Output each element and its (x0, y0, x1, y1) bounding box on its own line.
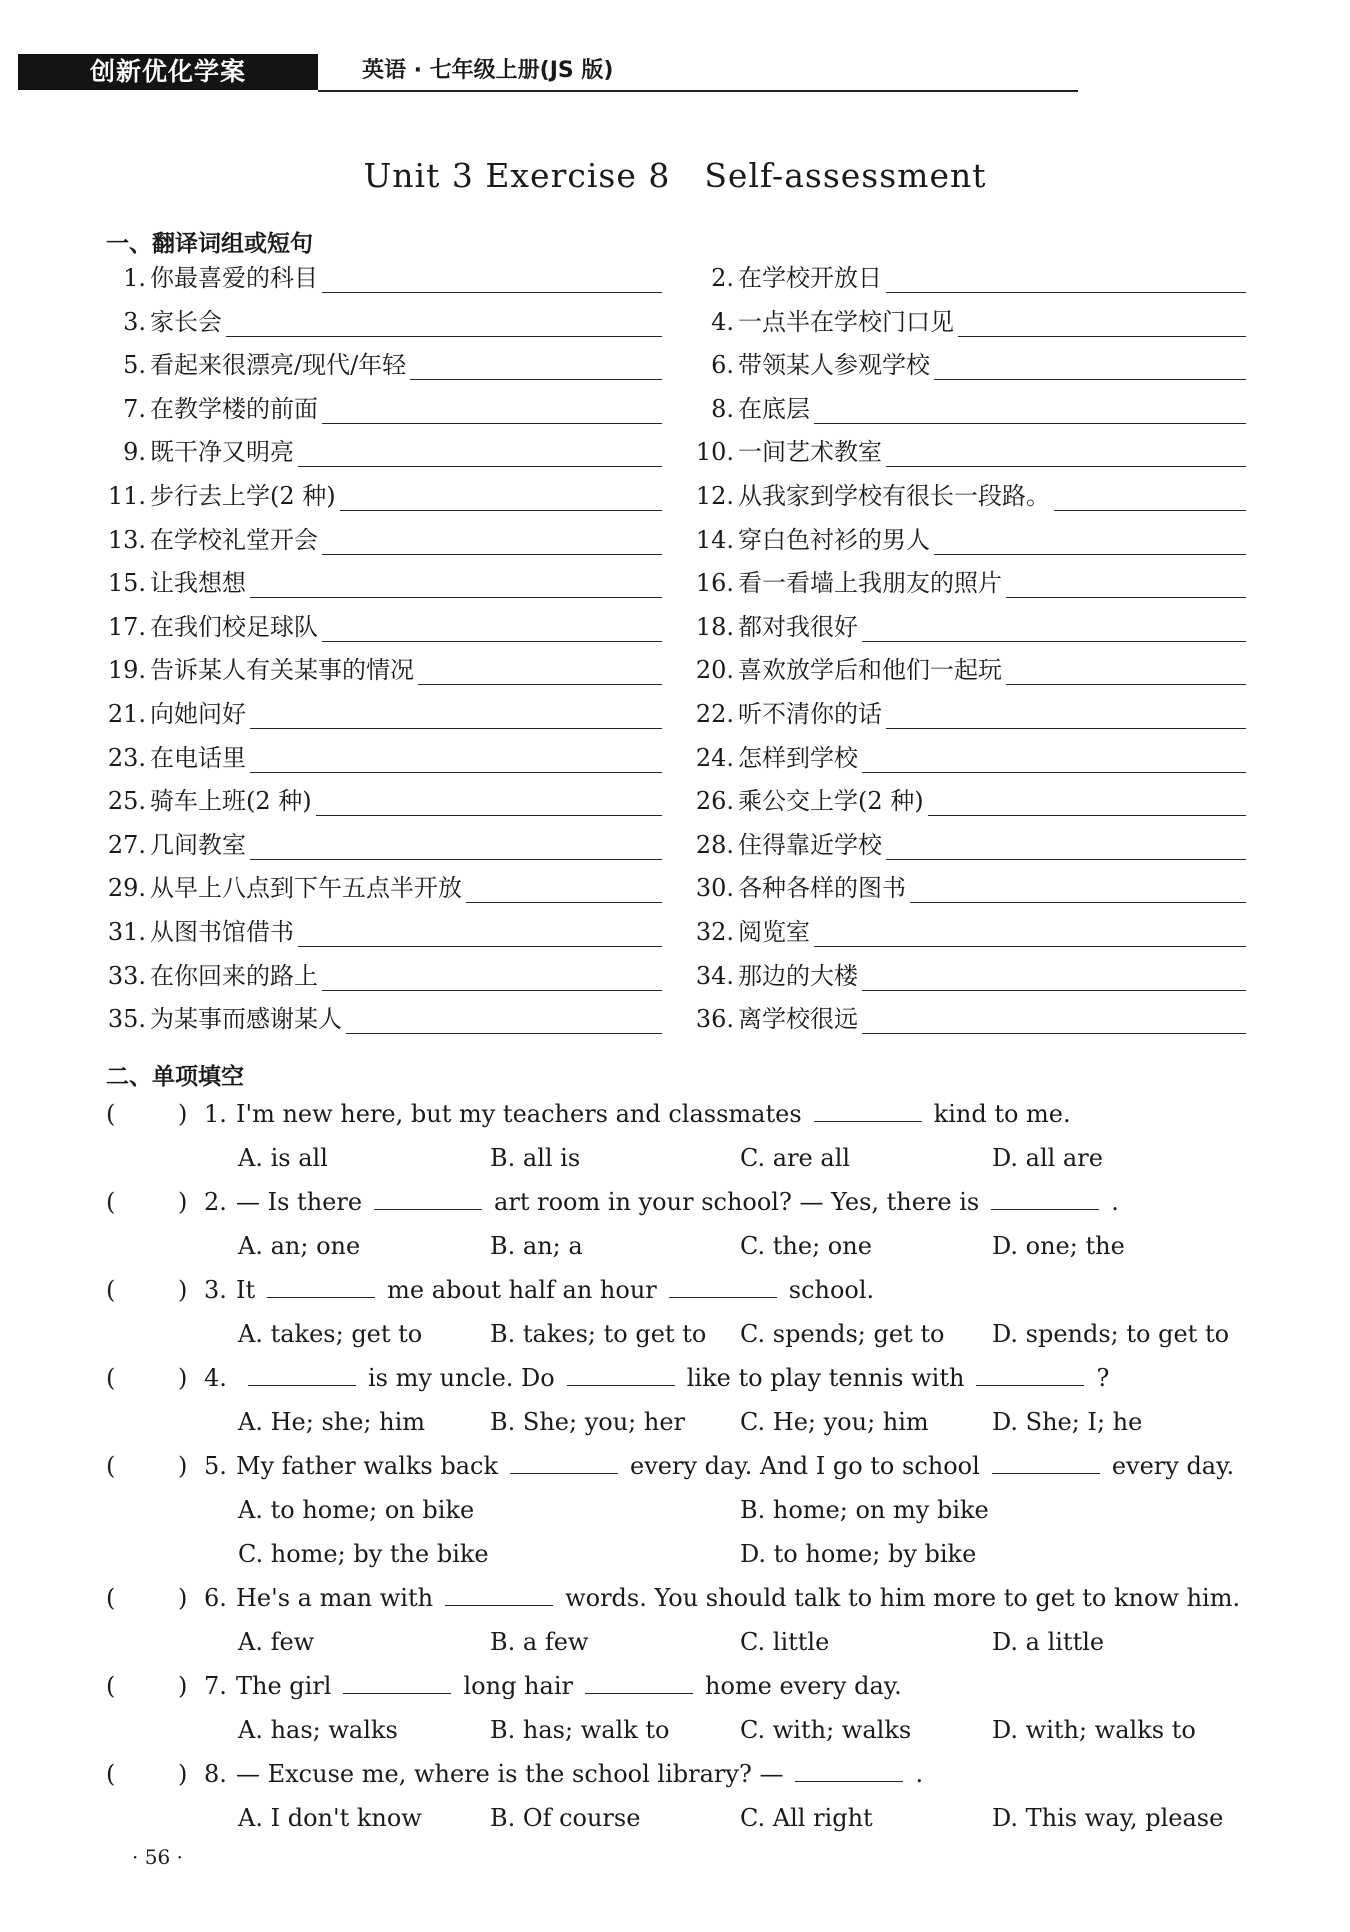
item-prompt: 向她问好 (150, 700, 246, 728)
stem-text: . (915, 1760, 924, 1788)
item-number: 32. (695, 918, 734, 946)
item-number: 3. (123, 307, 146, 336)
item-prompt: 几间教室 (150, 830, 246, 859)
stem-text: I'm new here, but my teachers and classmates (236, 1100, 802, 1128)
item-number: 8. (711, 394, 734, 423)
item-prompt: 带领某人参观学校 (738, 351, 930, 380)
translation-item (106, 307, 662, 337)
answer-blank[interactable] (958, 312, 1246, 337)
answer-blank[interactable] (466, 878, 662, 903)
answer-paren-close: ) (178, 1100, 188, 1128)
item-number: 21. (107, 700, 146, 728)
answer-paren-close: ) (178, 1760, 188, 1788)
fill-blank[interactable] (991, 1187, 1099, 1210)
item-prompt: 阅览室 (738, 918, 810, 946)
item-number: 22. (695, 700, 734, 728)
item-prompt: 乘公交上学(2 种) (738, 787, 924, 816)
answer-paren-open[interactable]: ( (106, 1100, 116, 1128)
item-number: 30. (695, 874, 734, 903)
question-row (106, 1670, 1256, 1702)
item-prompt: 穿白色衬衫的男人 (738, 525, 930, 554)
option-row (0, 1406, 1150, 1438)
question-row (106, 1274, 1256, 1306)
answer-option[interactable]: D. one; the (992, 1232, 1125, 1260)
item-number: 24. (695, 743, 734, 772)
answer-blank[interactable] (322, 399, 662, 424)
item-prompt: 从早上八点到下午五点半开放 (150, 874, 462, 903)
answer-blank[interactable] (250, 704, 662, 729)
stem-text: long hair (463, 1672, 573, 1700)
item-prompt: 步行去上学(2 种) (150, 482, 336, 510)
item-prompt: 从我家到学校有很长一段路。 (738, 482, 1050, 510)
item-prompt: 在学校开放日 (738, 264, 882, 292)
stem-text: every day. (1111, 1452, 1235, 1480)
stem-text: My father walks back (236, 1452, 499, 1480)
question-number: 1. (204, 1100, 227, 1128)
translation-item (106, 961, 662, 991)
answer-paren-open[interactable]: ( (106, 1760, 116, 1788)
question-row (106, 1186, 1256, 1218)
stem-text: The girl (236, 1672, 332, 1700)
translation-item (690, 873, 1246, 903)
answer-blank[interactable] (346, 1009, 662, 1034)
translation-item (690, 481, 1246, 511)
translation-item (106, 655, 662, 685)
item-number: 7. (123, 394, 146, 423)
answer-paren-open[interactable]: ( (106, 1188, 116, 1216)
stem-text: — Is there (236, 1188, 363, 1216)
item-number: 6. (711, 351, 734, 380)
item-number: 17. (107, 612, 146, 641)
answer-blank[interactable] (862, 1009, 1246, 1034)
question-row (106, 1362, 1256, 1394)
stem-text: every day. And I go to school (630, 1452, 980, 1480)
answer-option[interactable]: C. spends; get to (740, 1320, 945, 1348)
translation-item (106, 437, 662, 467)
question-number: 2. (204, 1188, 227, 1216)
translation-item (690, 525, 1246, 555)
answer-option[interactable]: A. I don't know (238, 1804, 422, 1832)
translation-item (690, 655, 1246, 685)
fill-blank[interactable] (992, 1451, 1100, 1474)
answer-paren-close: ) (178, 1364, 188, 1392)
item-number: 31. (107, 918, 146, 946)
answer-option[interactable]: C. little (740, 1628, 830, 1656)
answer-blank[interactable] (862, 617, 1246, 642)
option-row (0, 1494, 1150, 1526)
item-number: 29. (107, 874, 146, 903)
stem-text: is my uncle. Do (368, 1364, 555, 1392)
answer-paren-open[interactable]: ( (106, 1672, 116, 1700)
item-number: 2. (711, 264, 734, 292)
fill-blank[interactable] (669, 1275, 777, 1298)
answer-blank[interactable] (250, 748, 662, 773)
answer-paren-close: ) (178, 1188, 188, 1216)
answer-option[interactable]: C. home; by the bike (238, 1540, 489, 1568)
item-prompt: 那边的大楼 (738, 961, 858, 990)
answer-option[interactable]: B. all is (490, 1144, 581, 1172)
section-heading-multiple-choice: 二、单项填空 (106, 1064, 244, 1090)
item-prompt: 怎样到学校 (738, 743, 858, 772)
answer-blank[interactable] (910, 878, 1246, 903)
answer-option[interactable]: A. an; one (238, 1232, 361, 1260)
translation-item (106, 917, 662, 947)
answer-option[interactable]: B. Of course (490, 1804, 641, 1832)
item-number: 19. (107, 656, 146, 685)
translation-item (690, 568, 1246, 598)
item-number: 15. (107, 569, 146, 598)
answer-option[interactable]: A. is all (238, 1144, 328, 1172)
translation-item (106, 350, 662, 380)
item-prompt: 各种各样的图书 (738, 874, 906, 903)
answer-option[interactable]: B. home; on my bike (740, 1496, 989, 1524)
fill-blank[interactable] (585, 1671, 693, 1694)
question-stem (236, 1670, 902, 1702)
translation-item (690, 263, 1246, 293)
section-heading-translation: 一、翻译词组或短句 (106, 231, 313, 257)
answer-option[interactable]: D. She; I; he (992, 1408, 1143, 1436)
translation-item (690, 394, 1246, 424)
item-prompt: 在我们校足球队 (150, 612, 318, 641)
answer-blank[interactable] (886, 704, 1246, 729)
question-number: 7. (204, 1672, 227, 1700)
option-row (0, 1230, 1150, 1262)
item-number: 4. (711, 307, 734, 336)
answer-blank[interactable] (410, 355, 662, 380)
translation-item (690, 612, 1246, 642)
item-number: 14. (695, 525, 734, 554)
answer-blank[interactable] (322, 530, 662, 555)
stem-text: words. You should talk to him more to get to know him. (565, 1584, 1241, 1612)
question-stem (236, 1098, 1071, 1130)
stem-text: school. (788, 1276, 875, 1304)
question-number: 8. (204, 1760, 227, 1788)
translation-item (106, 830, 662, 860)
answer-blank[interactable] (418, 660, 662, 685)
answer-blank[interactable] (1006, 573, 1246, 598)
answer-option[interactable]: D. to home; by bike (740, 1540, 977, 1568)
item-number: 25. (107, 787, 146, 816)
option-row (0, 1318, 1230, 1350)
stem-text: me about half an hour (387, 1276, 657, 1304)
answer-paren-close: ) (178, 1276, 188, 1304)
item-prompt: 在教学楼的前面 (150, 394, 318, 423)
item-number: 18. (695, 612, 734, 641)
translation-item (106, 394, 662, 424)
item-number: 35. (107, 1005, 146, 1034)
book-title: 英语 · 七年级上册(JS 版) (362, 58, 614, 83)
item-prompt: 告诉某人有关某事的情况 (150, 656, 414, 685)
answer-blank[interactable] (886, 442, 1246, 467)
stem-text: kind to me. (933, 1100, 1071, 1128)
answer-blank[interactable] (322, 966, 662, 991)
answer-paren-close: ) (178, 1452, 188, 1480)
item-prompt: 既干净又明亮 (150, 438, 294, 467)
stem-text: It (236, 1276, 256, 1304)
page-number: · 56 · (132, 1845, 183, 1869)
question-row (106, 1758, 1256, 1790)
item-prompt: 看起来很漂亮/现代/年轻 (150, 351, 407, 380)
item-number: 16. (695, 569, 734, 598)
answer-blank[interactable] (250, 573, 662, 598)
translation-item (106, 263, 662, 293)
item-prompt: 让我想想 (150, 569, 246, 598)
item-number: 34. (695, 961, 734, 990)
item-prompt: 你最喜爱的科目 (150, 264, 318, 292)
stem-text: . (1111, 1188, 1119, 1216)
translation-item (106, 743, 662, 773)
item-number: 27. (107, 830, 146, 859)
question-row (106, 1582, 1256, 1614)
fill-blank[interactable] (374, 1187, 482, 1210)
answer-blank[interactable] (862, 966, 1246, 991)
question-stem (236, 1758, 923, 1790)
answer-blank[interactable] (862, 748, 1246, 773)
answer-paren-close: ) (178, 1672, 188, 1700)
item-prompt: 住得靠近学校 (738, 830, 882, 859)
answer-option[interactable]: B. a few (490, 1628, 589, 1656)
answer-blank[interactable] (886, 268, 1246, 293)
answer-paren-open[interactable]: ( (106, 1364, 116, 1392)
item-prompt: 看一看墙上我朋友的照片 (738, 569, 1002, 598)
answer-blank[interactable] (928, 791, 1246, 816)
stem-text: He's a man with (236, 1584, 434, 1612)
question-row (106, 1098, 1256, 1130)
translation-item (690, 307, 1246, 337)
translation-item (106, 786, 662, 816)
question-stem (236, 1274, 874, 1306)
answer-blank[interactable] (250, 835, 662, 860)
item-prompt: 在底层 (738, 394, 810, 423)
answer-option[interactable]: A. to home; on bike (238, 1496, 475, 1524)
item-number: 5. (123, 351, 146, 380)
answer-blank[interactable] (316, 791, 662, 816)
answer-option[interactable]: D. all are (992, 1144, 1103, 1172)
item-prompt: 一点半在学校门口见 (738, 307, 954, 336)
header-divider (318, 90, 1078, 92)
answer-option[interactable]: D. spends; to get to (992, 1320, 1230, 1348)
question-stem (236, 1582, 1240, 1614)
answer-option[interactable]: D. This way, please (992, 1804, 1224, 1832)
answer-option[interactable]: B. She; you; her (490, 1408, 686, 1436)
answer-option[interactable]: D. with; walks to (992, 1716, 1196, 1744)
brand-logo: 创新优化学案 (18, 54, 318, 90)
answer-blank[interactable] (886, 835, 1246, 860)
item-number: 13. (107, 525, 146, 554)
answer-option[interactable]: B. takes; to get to (490, 1320, 707, 1348)
stem-text: like to play tennis with (686, 1364, 965, 1392)
answer-blank[interactable] (814, 399, 1246, 424)
answer-blank[interactable] (298, 922, 662, 947)
exercise-title: Unit 3 Exercise 8 Self-assessment (363, 156, 987, 195)
answer-option[interactable]: A. few (238, 1628, 315, 1656)
item-prompt: 骑车上班(2 种) (150, 787, 312, 816)
translation-item (106, 699, 662, 729)
translation-item (106, 568, 662, 598)
translation-item (690, 1004, 1246, 1034)
item-prompt: 在学校礼堂开会 (150, 525, 318, 554)
item-number: 26. (695, 787, 734, 816)
item-prompt: 听不清你的话 (738, 700, 882, 728)
item-number: 23. (107, 743, 146, 772)
answer-option[interactable]: A. He; she; him (238, 1408, 426, 1436)
stem-text: home every day. (704, 1672, 902, 1700)
question-stem (236, 1362, 1109, 1394)
answer-option[interactable]: C. He; you; him (740, 1408, 929, 1436)
item-prompt: 喜欢放学后和他们一起玩 (738, 656, 1002, 685)
fill-blank[interactable] (814, 1099, 922, 1122)
item-prompt: 从图书馆借书 (150, 918, 294, 946)
question-number: 6. (204, 1584, 227, 1612)
answer-option[interactable]: C. with; walks (740, 1716, 912, 1744)
item-number: 28. (695, 830, 734, 859)
answer-paren-open[interactable]: ( (106, 1452, 116, 1480)
answer-option[interactable]: C. the; one (740, 1232, 872, 1260)
item-number: 1. (123, 264, 146, 292)
item-prompt: 一间艺术教室 (738, 438, 882, 467)
fill-blank[interactable] (445, 1583, 553, 1606)
item-number: 9. (123, 438, 146, 467)
fill-blank[interactable] (567, 1363, 675, 1386)
answer-blank[interactable] (1054, 486, 1246, 511)
question-row (106, 1450, 1256, 1482)
question-number: 3. (204, 1276, 227, 1304)
answer-blank[interactable] (298, 442, 662, 467)
option-row (0, 1626, 1150, 1658)
answer-option[interactable]: B. has; walk to (490, 1716, 670, 1744)
option-row (0, 1802, 1224, 1834)
translation-item (690, 830, 1246, 860)
translation-item (106, 612, 662, 642)
question-stem (236, 1186, 1119, 1218)
translation-item (690, 743, 1246, 773)
option-row (0, 1142, 1150, 1174)
fill-blank[interactable] (267, 1275, 375, 1298)
item-number: 36. (695, 1005, 734, 1034)
translation-item (106, 481, 662, 511)
question-number: 4. (204, 1364, 227, 1392)
page-header (18, 50, 1330, 94)
stem-text: art room in your school? — Yes, there is (494, 1188, 980, 1216)
fill-blank[interactable] (976, 1363, 1084, 1386)
answer-option[interactable]: B. an; a (490, 1232, 583, 1260)
answer-option[interactable]: A. has; walks (238, 1716, 398, 1744)
item-prompt: 家长会 (150, 307, 222, 336)
answer-paren-open[interactable]: ( (106, 1584, 116, 1612)
answer-blank[interactable] (322, 617, 662, 642)
fill-blank[interactable] (795, 1759, 903, 1782)
translation-item (106, 873, 662, 903)
fill-blank[interactable] (343, 1671, 451, 1694)
translation-item (690, 350, 1246, 380)
option-row (0, 1714, 1196, 1746)
question-number: 5. (204, 1452, 227, 1480)
question-stem (236, 1450, 1234, 1482)
item-prompt: 在电话里 (150, 743, 246, 772)
answer-paren-open[interactable]: ( (106, 1276, 116, 1304)
answer-blank[interactable] (934, 355, 1246, 380)
answer-paren-close: ) (178, 1584, 188, 1612)
answer-option[interactable]: C. All right (740, 1804, 873, 1832)
item-number: 10. (695, 438, 734, 467)
item-prompt: 在你回来的路上 (150, 961, 318, 990)
translation-item (690, 786, 1246, 816)
item-prompt: 离学校很远 (738, 1005, 858, 1034)
answer-blank[interactable] (1006, 660, 1246, 685)
answer-blank[interactable] (226, 312, 662, 337)
answer-option[interactable]: A. takes; get to (238, 1320, 423, 1348)
answer-option[interactable]: C. are all (740, 1144, 851, 1172)
stem-text: — Excuse me, where is the school library? — (236, 1760, 784, 1788)
answer-blank[interactable] (340, 486, 662, 511)
answer-blank[interactable] (322, 268, 662, 293)
item-prompt: 都对我很好 (738, 612, 858, 641)
translation-item (106, 525, 662, 555)
answer-blank[interactable] (934, 530, 1246, 555)
answer-option[interactable]: D. a little (992, 1628, 1105, 1656)
translation-item (690, 917, 1246, 947)
fill-blank[interactable] (510, 1451, 618, 1474)
item-number: 12. (695, 482, 734, 510)
answer-blank[interactable] (814, 922, 1246, 947)
translation-item (690, 437, 1246, 467)
item-number: 33. (107, 961, 146, 990)
item-prompt: 为某事而感谢某人 (150, 1005, 342, 1034)
item-number: 20. (695, 656, 734, 685)
option-row (0, 1538, 1150, 1570)
translation-item (106, 1004, 662, 1034)
item-number: 11. (107, 482, 146, 510)
fill-blank[interactable] (248, 1363, 356, 1386)
stem-text: ? (1096, 1364, 1110, 1392)
translation-item (690, 961, 1246, 991)
translation-item (690, 699, 1246, 729)
